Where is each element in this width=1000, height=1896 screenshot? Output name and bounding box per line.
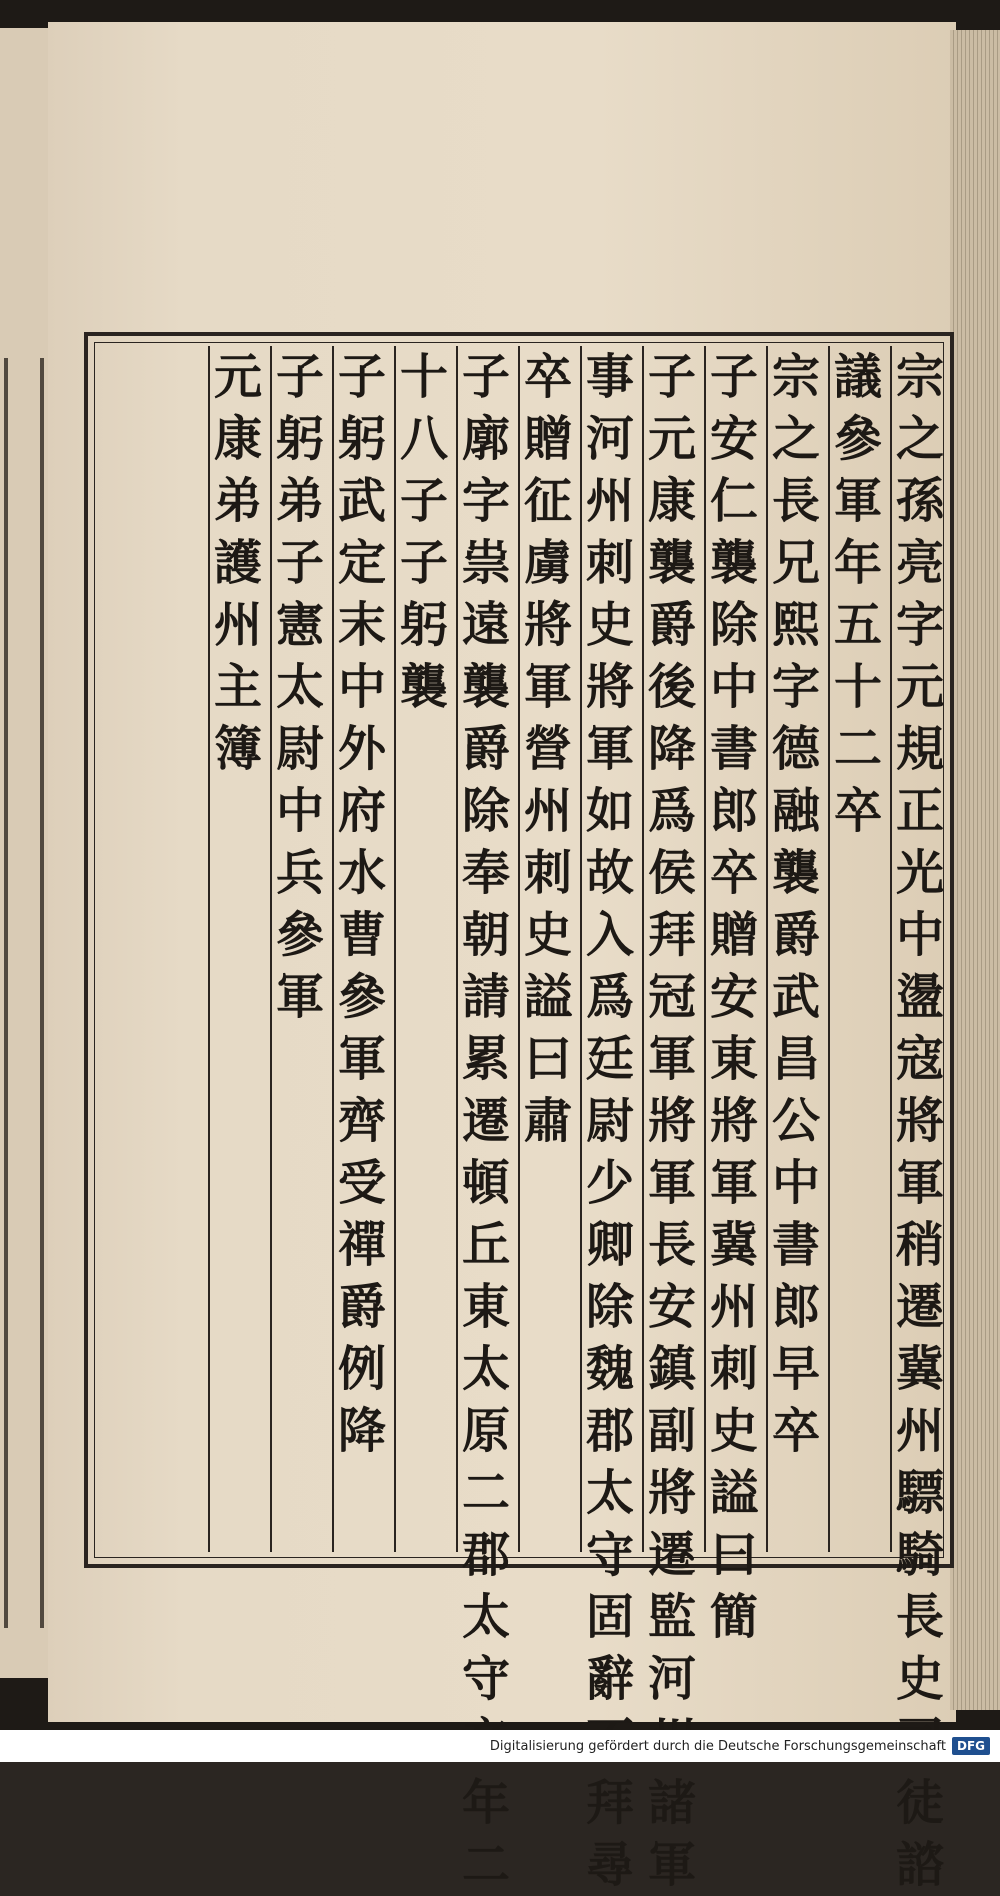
text-column-5: 子元康襲爵後降爲侯拜冠軍將軍長安鎮副將遷監河 諸軍 [642, 346, 700, 1552]
text-column-3: 宗之長兄熙字德融襲爵武昌公中書郎早卒 [766, 346, 824, 1552]
left-page-border [4, 358, 44, 1628]
text-column-2: 議參軍年五十二卒 [828, 346, 886, 1552]
text-column-4: 子安仁襲除中書郎卒贈安東將軍冀州刺史謚曰簡 [704, 346, 762, 1552]
text-column-11: 子躬弟子憲太尉中兵參軍 [270, 346, 328, 1552]
footer-credit: Digitalisierung gefördert durch die Deutsche Forschungsgemeinschaft [489, 1738, 946, 1754]
page-edges [950, 30, 1000, 1710]
left-page-fragment [0, 28, 50, 1678]
dfg-logo: DFG [952, 1737, 990, 1755]
text-column-1: 宗之孫亮字元規正光中盪寇將軍稍遷冀州驃騎長史 徒諮 [890, 346, 948, 1552]
text-column-12: 元康弟護州主簿 [208, 346, 266, 1552]
text-column-7: 卒贈征虜將軍營州刺史謚曰肅 [518, 346, 576, 1552]
text-column-6: 事河州刺史將軍如故入爲廷尉少卿除魏郡太守固辭 拜尋 [580, 346, 638, 1552]
digitization-footer [0, 1730, 1000, 1762]
text-column-9: 十八子子躬襲 [394, 346, 452, 1552]
text-column-10: 子躬武定末中外府水曹參軍齊受禪爵例降 [332, 346, 390, 1552]
text-column-8: 子廓字祟遠襲爵除奉朝請累遷頓丘東太原二郡太守 年二 [456, 346, 514, 1552]
